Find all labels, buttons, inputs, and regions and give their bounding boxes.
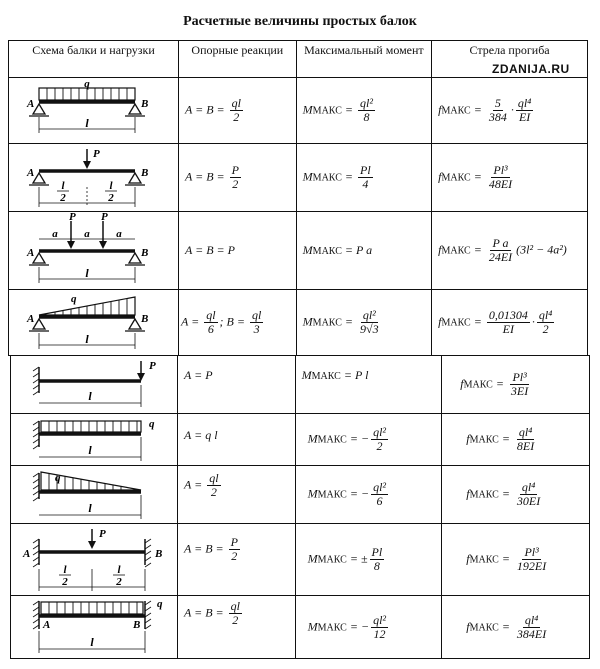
numerator: ql⁴ (517, 96, 532, 110)
header-deflection: Стрела прогиба (432, 41, 588, 78)
beam-diagram (9, 145, 177, 211)
beam-diagram (9, 79, 177, 143)
beam-diagram-cell (11, 524, 178, 596)
label-a: a (116, 227, 122, 240)
denominator: 12 (373, 626, 386, 641)
subscript: МАКС (317, 621, 347, 633)
numerator: ql (231, 96, 241, 110)
denominator: 2 (542, 322, 549, 336)
label-P: P (149, 359, 156, 372)
label-B: B (155, 547, 163, 560)
reaction-cell (178, 212, 296, 290)
label-A: A (27, 97, 35, 110)
denominator: 2 (233, 110, 240, 124)
table-row (11, 414, 590, 466)
numerator: Pl³ (512, 370, 527, 384)
deflection-cell (432, 144, 588, 212)
label-A: A (27, 246, 35, 259)
label-2: 2 (62, 575, 68, 588)
deflection-cell (442, 524, 590, 596)
label-P: P (69, 212, 76, 223)
fraction (509, 371, 530, 398)
beam-diagram-cell (9, 290, 179, 356)
numerator: 5 (494, 96, 501, 110)
numerator: P (231, 163, 239, 177)
equals: = (341, 169, 356, 184)
reaction-prefix: A = B = (184, 169, 228, 184)
fraction (516, 97, 534, 124)
denominator: 30EI (516, 494, 541, 508)
equals: = (498, 486, 513, 501)
beam-diagram (11, 467, 176, 523)
label-2: 2 (60, 191, 66, 204)
subscript: МАКС (317, 434, 347, 446)
equals: = (346, 431, 361, 446)
label-P: P (93, 147, 100, 160)
fraction (515, 614, 548, 641)
deflection-cell (432, 212, 588, 290)
page-title: Расчетные величины простых балок (183, 14, 417, 29)
reaction-prefix: A = B = (183, 605, 227, 620)
equals: = (340, 368, 355, 382)
label-P: P (101, 212, 108, 223)
denominator: 2 (376, 439, 383, 453)
deflection-symbol: f (438, 314, 442, 329)
beam-diagram (11, 357, 176, 413)
denominator: EI (502, 322, 514, 336)
reaction-prefix: A = (183, 477, 206, 492)
numerator: P (230, 535, 238, 549)
denominator: 384 (488, 110, 507, 124)
fraction (515, 426, 536, 453)
label-l: l (61, 179, 65, 192)
reaction-prefix: A = B = (184, 102, 228, 117)
denominator: 2 (210, 485, 217, 499)
deflection-symbol: f (438, 102, 442, 117)
moment-cell (295, 596, 442, 659)
numerator: ql⁴ (524, 612, 539, 627)
equals: = (341, 243, 356, 257)
deflection-cell (442, 466, 590, 524)
moment-symbol: M (307, 431, 318, 446)
denominator: EI (518, 110, 531, 124)
subscript: МАКС (469, 489, 499, 501)
beam-diagram-cell (9, 144, 179, 212)
moment-symbol: M (302, 243, 313, 257)
deflection-cell (432, 290, 588, 356)
denominator: 6 (376, 494, 383, 508)
fraction (487, 97, 509, 124)
fraction (358, 164, 373, 191)
subscript: МАКС (469, 434, 499, 446)
subscript: МАКС (312, 246, 342, 257)
moment-symbol: M (307, 551, 318, 566)
beam-diagram (11, 415, 176, 465)
numerator: 0,01304 (488, 308, 528, 322)
fraction (371, 614, 388, 641)
numerator: Pl³ (524, 545, 539, 559)
moment-symbol: M (307, 618, 318, 633)
label-2: 2 (116, 575, 122, 588)
reaction-prefix: A = B = P (184, 243, 235, 257)
subscript: МАКС (311, 371, 341, 382)
reaction-prefix: A = P (183, 368, 213, 382)
table-row (11, 524, 590, 596)
label-B: B (141, 97, 149, 110)
subscript: МАКС (317, 489, 347, 501)
label-q: q (157, 597, 163, 610)
fraction (537, 309, 555, 336)
multiply: · (531, 314, 535, 329)
beam-diagram-cell (11, 466, 178, 524)
reaction-cell (178, 78, 296, 144)
header-row (9, 41, 588, 78)
table-row (9, 290, 588, 356)
fraction (229, 536, 240, 563)
beam-diagram (11, 525, 176, 595)
beams-table-top (8, 40, 588, 356)
label-A: A (27, 312, 35, 325)
equals: = (346, 618, 361, 633)
table-row (11, 466, 590, 524)
equals: = (341, 102, 356, 117)
fraction (371, 481, 388, 508)
equals: = (470, 169, 485, 184)
numerator: ql² (362, 308, 376, 322)
sign: − (360, 431, 370, 446)
label-a: a (84, 227, 90, 240)
table-row (11, 356, 590, 414)
numerator: Pl (360, 163, 371, 177)
fraction (515, 546, 548, 573)
equals: = (470, 314, 485, 329)
fraction (370, 546, 385, 573)
header-reactions: Опорные реакции (178, 41, 296, 78)
equals: = (346, 486, 361, 501)
label-l: l (88, 500, 92, 515)
reaction-cell (178, 290, 296, 356)
denominator: 192EI (516, 559, 547, 573)
beams-table-bottom (10, 355, 590, 659)
fraction (358, 309, 381, 336)
subscript: МАКС (312, 172, 342, 184)
equals: = (492, 376, 507, 391)
label-A: A (23, 547, 31, 560)
deflection-symbol: f (460, 376, 464, 391)
deflection-factor: (3l² − 4a²) (516, 242, 567, 257)
denominator: 8EI (516, 439, 535, 453)
fraction (358, 97, 375, 124)
fraction (515, 481, 542, 508)
label-l: l (90, 634, 94, 649)
equals: = (498, 618, 513, 633)
moment-value: P l (354, 368, 369, 382)
beam-diagram (9, 291, 177, 355)
fraction (229, 600, 242, 627)
reaction-cell (177, 596, 295, 659)
moment-cell (296, 144, 432, 212)
deflection-symbol: f (466, 618, 470, 633)
deflection-symbol: f (438, 169, 442, 184)
label-l: l (63, 563, 67, 576)
numerator: ql (209, 471, 219, 485)
numerator: ql (230, 599, 240, 613)
reaction-cell (177, 414, 295, 466)
numerator: ql² (373, 612, 386, 627)
beam-diagram-cell (9, 212, 179, 290)
reaction-cell (177, 524, 295, 596)
label-l: l (88, 388, 92, 403)
deflection-symbol: f (466, 431, 470, 446)
reaction-prefix: A = q l (183, 428, 218, 442)
label-a: a (52, 227, 58, 240)
denominator: 2 (232, 177, 239, 191)
deflection-symbol: f (438, 242, 442, 257)
denominator: 48EI (488, 177, 513, 191)
numerator: ql⁴ (518, 425, 533, 439)
moment-symbol: M (302, 169, 313, 184)
numerator: ql (251, 308, 262, 322)
reaction-cell (177, 466, 295, 524)
label-q: q (149, 417, 155, 430)
numerator: ql² (373, 480, 386, 494)
label-2: 2 (108, 191, 114, 204)
equals: = (470, 242, 485, 257)
subscript: МАКС (312, 105, 342, 117)
subscript: МАКС (317, 554, 347, 566)
moment-cell (296, 212, 432, 290)
moment-cell (296, 78, 432, 144)
equals: = (341, 314, 356, 329)
numerator: ql² (360, 96, 373, 110)
header-scheme: Схема балки и нагрузки (9, 41, 179, 78)
subscript: МАКС (441, 172, 471, 184)
deflection-cell (432, 78, 588, 144)
subscript: МАКС (463, 379, 493, 391)
subscript: МАКС (441, 317, 471, 329)
label-l: l (85, 331, 89, 346)
moment-symbol: M (302, 314, 313, 329)
denominator: 24EI (488, 250, 513, 264)
moment-cell (295, 414, 442, 466)
moment-symbol: M (307, 486, 318, 501)
equals: = (498, 431, 513, 446)
moment-symbol: M (302, 102, 313, 117)
beam-diagram (9, 213, 177, 289)
denominator: 3 (253, 322, 260, 336)
deflection-cell (442, 596, 590, 659)
reaction-prefix: A = B = (183, 541, 227, 556)
table-row (9, 144, 588, 212)
sign: − (360, 486, 370, 501)
label-B: B (133, 618, 141, 631)
label-l: l (85, 265, 89, 280)
subscript: МАКС (469, 554, 499, 566)
sign: − (360, 618, 370, 633)
fraction (487, 309, 530, 336)
watermark: ZDANIJA.RU (492, 62, 570, 76)
numerator: Pl³ (493, 163, 508, 177)
equals: = (346, 551, 361, 566)
denominator: 2 (232, 613, 239, 627)
moment-cell (295, 466, 442, 524)
moment-cell (296, 290, 432, 356)
denominator: 384EI (516, 626, 547, 641)
subscript: МАКС (312, 317, 342, 329)
label-A: A (43, 618, 51, 631)
deflection-cell (442, 414, 590, 466)
denominator: 4 (362, 177, 369, 191)
reaction-cell (178, 144, 296, 212)
label-B: B (141, 246, 149, 259)
fraction (230, 164, 241, 191)
label-l: l (88, 442, 92, 457)
beam-diagram-cell (9, 78, 179, 144)
reaction-cell (177, 356, 295, 414)
denominator: 8 (373, 559, 380, 573)
subscript: МАКС (441, 105, 471, 117)
numerator: P a (492, 236, 509, 250)
table-row (9, 78, 588, 144)
numerator: ql⁴ (521, 480, 536, 494)
fraction (204, 309, 217, 336)
denominator: 8 (363, 110, 370, 124)
label-q: q (71, 292, 77, 305)
subscript: МАКС (469, 621, 499, 633)
sign: ± (360, 551, 368, 566)
label-q: q (84, 78, 90, 90)
deflection-symbol: f (466, 551, 470, 566)
denominator: 3EI (510, 384, 529, 398)
subscript: МАКС (441, 245, 471, 257)
label-A: A (27, 166, 35, 179)
beam-diagram-cell (11, 356, 178, 414)
reaction-separator: ; B = (219, 314, 248, 329)
moment-symbol: M (301, 368, 312, 382)
label-P: P (99, 527, 106, 540)
equals: = (498, 551, 513, 566)
fraction (371, 426, 388, 453)
deflection-symbol: f (466, 486, 470, 501)
beam-diagram-cell (11, 414, 178, 466)
denominator: 9√3 (360, 322, 379, 336)
numerator: Pl (371, 545, 383, 559)
denominator: 6 (207, 322, 214, 336)
beam-diagram (11, 597, 176, 658)
moment-cell (295, 524, 442, 596)
fraction (487, 164, 514, 191)
beam-diagram-cell (11, 596, 178, 659)
numerator: ql⁴ (538, 308, 553, 322)
table-row (11, 596, 590, 659)
header-moment: Максимальный момент (296, 41, 432, 78)
numerator: ql (206, 308, 216, 322)
equals: = (470, 102, 485, 117)
denominator: 2 (231, 549, 238, 563)
moment-cell (295, 356, 442, 414)
multiply: · (510, 102, 514, 117)
fraction (250, 309, 263, 336)
table-row (9, 212, 588, 290)
deflection-cell (442, 356, 590, 414)
moment-value: P a (356, 243, 373, 257)
fraction (207, 472, 220, 499)
fraction (487, 237, 514, 264)
label-B: B (141, 312, 149, 325)
label-B: B (141, 166, 149, 179)
label-l: l (117, 563, 121, 576)
fraction (230, 97, 243, 124)
numerator: ql² (373, 425, 386, 439)
reaction-prefix: A = (180, 314, 203, 329)
label-l: l (109, 179, 113, 192)
label-q: q (55, 471, 61, 484)
label-l: l (85, 115, 89, 130)
